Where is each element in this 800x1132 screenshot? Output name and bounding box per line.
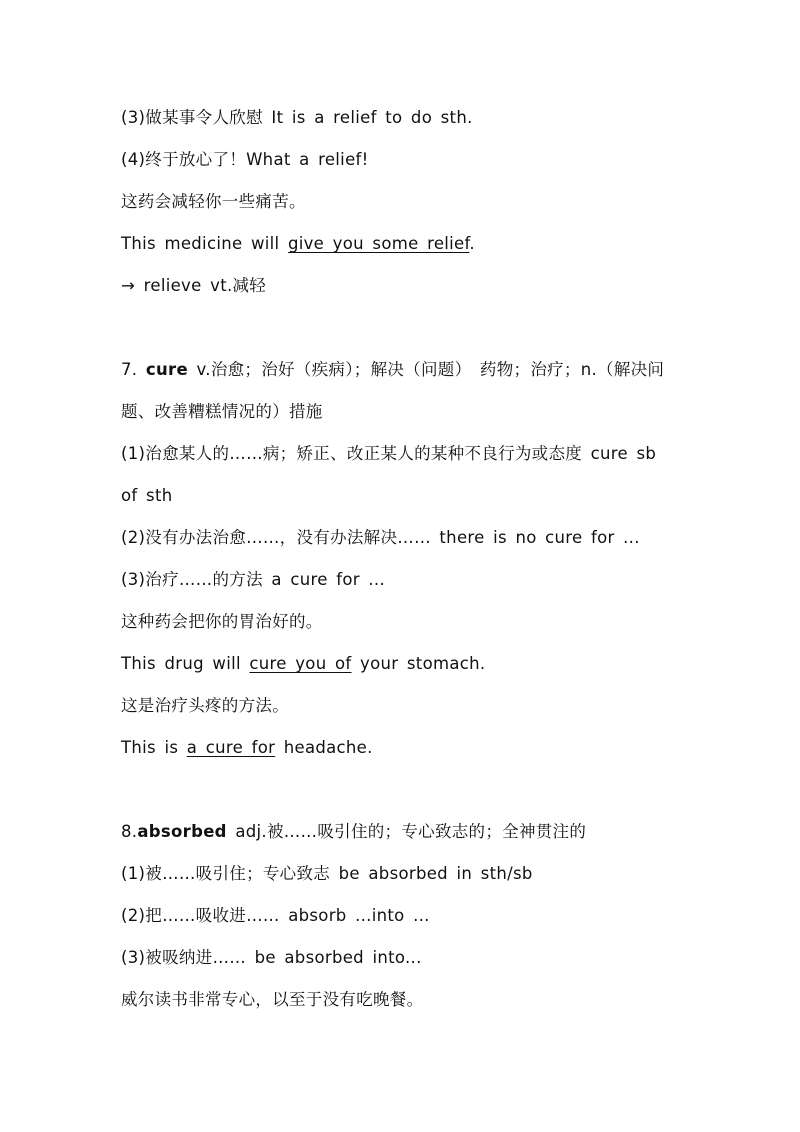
phrase-no-cure-for: (2)没有办法治愈……，没有办法解决…… there is no cure for ... — [121, 528, 640, 547]
example-text: This medicine will — [121, 234, 288, 253]
example-chinese-absorbed: 威尔读书非常专心，以至于没有吃晚餐。 — [121, 990, 424, 1009]
underlined-answer: a cure for — [186, 738, 276, 757]
definition: v.治愈；治好（疾病）；解决（问题） 药物；治疗；n.（解决问 — [187, 360, 665, 379]
phrase-be-absorbed-into: (3)被吸纳进…… be absorbed into... — [121, 948, 422, 967]
headword: cure — [145, 360, 188, 379]
phrase-what-a-relief: (4)终于放心了！What a relief! — [121, 150, 369, 169]
example-text: This is — [121, 738, 187, 757]
phrase-continuation: of sth — [121, 486, 173, 505]
example-english-cure — [121, 652, 485, 676]
example-text: headache. — [275, 738, 373, 757]
headword: absorbed — [137, 822, 227, 841]
entry-number: 8. — [121, 822, 138, 841]
phrase-cure-sb-of-sth: (1)治愈某人的……病；矫正、改正某人的某种不良行为或态度 cure sb — [121, 444, 657, 463]
derived-word-relieve: → relieve vt.减轻 — [121, 276, 267, 295]
definition: adj.被……吸引住的；专心致志的；全神贯注的 — [226, 822, 587, 841]
phrase-a-cure-for: (3)治疗……的方法 a cure for ... — [121, 570, 385, 589]
example-text: your stomach. — [351, 654, 486, 673]
example-chinese-relief: 这药会减轻你一些痛苦。 — [121, 192, 306, 211]
phrase-be-absorbed-in: (1)被……吸引住；专心致志 be absorbed in sth/sb — [121, 864, 533, 883]
example-english-relief — [121, 232, 475, 256]
definition-continuation: 题、改善糟糕情况的）措施 — [121, 402, 323, 421]
underlined-answer: cure you of — [249, 654, 352, 673]
entry-heading-absorbed — [121, 820, 586, 844]
underlined-answer: give you some relief — [287, 234, 470, 253]
phrase-absorb-into: (2)把……吸收进…… absorb ...into ... — [121, 906, 430, 925]
example-text: . — [469, 234, 475, 253]
entry-number: 7. — [121, 360, 146, 379]
entry-heading-cure — [121, 358, 664, 382]
example-text: This drug will — [121, 654, 250, 673]
example-chinese-headache: 这是治疗头疼的方法。 — [121, 696, 289, 715]
example-chinese-cure: 这种药会把你的胃治好的。 — [121, 612, 323, 631]
phrase-it-is-a-relief: (3)做某事令人欣慰 It is a relief to do sth. — [121, 108, 473, 127]
example-english-headache — [121, 736, 373, 760]
